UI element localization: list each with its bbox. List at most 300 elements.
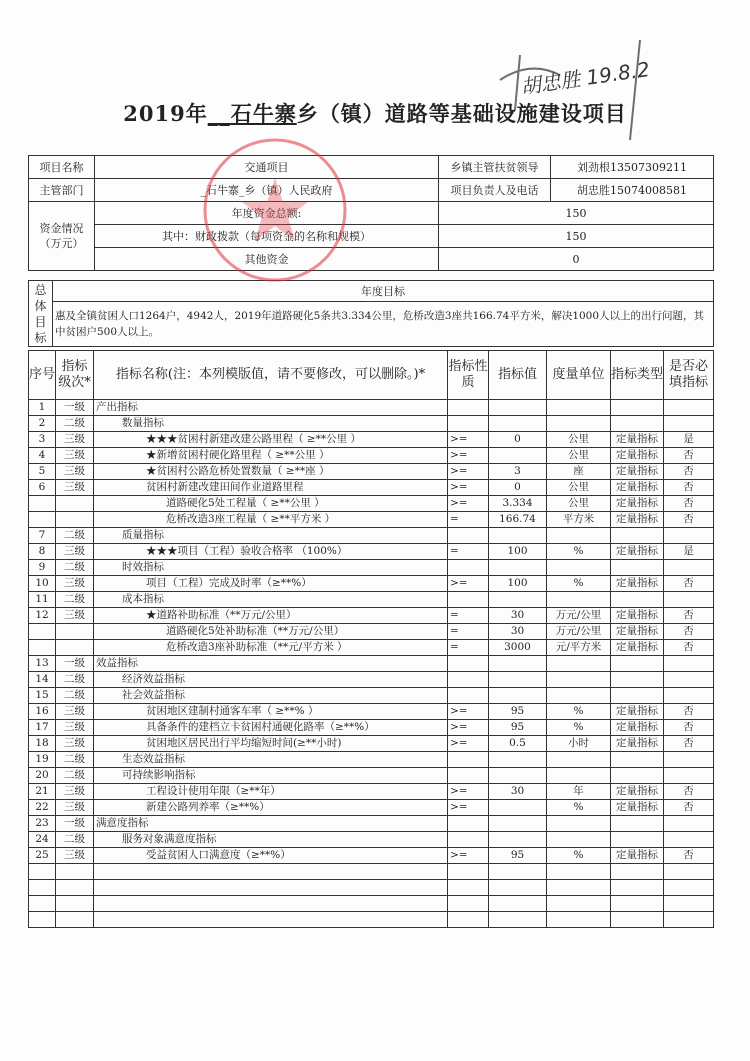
- indicator-value: 0.5: [489, 736, 547, 752]
- indicator-name: 道路硬化5处工程量（ ≥**公里 ）: [94, 496, 448, 512]
- indicator-type: 定量指标: [611, 784, 664, 800]
- indicator-name: 生态效益指标: [94, 752, 448, 768]
- indicator-nature: [448, 864, 489, 880]
- indicator-name: ★★★项目（工程）验收合格率 （100%）: [94, 544, 448, 560]
- unit: [547, 592, 611, 608]
- table-row: [29, 576, 714, 592]
- indicator-name: 时效指标: [94, 560, 448, 576]
- unit: 小时: [547, 736, 611, 752]
- indicator-value: [489, 400, 547, 416]
- indicator-value: [489, 896, 547, 912]
- row-level: 二级: [56, 672, 94, 688]
- row-level: [56, 896, 94, 912]
- unit: 平方米: [547, 512, 611, 528]
- row-number: 25: [29, 848, 56, 864]
- row-number: [29, 640, 56, 656]
- unit: [547, 656, 611, 672]
- row-number: 18: [29, 736, 56, 752]
- indicator-value: 166.74: [489, 512, 547, 528]
- indicator-type: [611, 752, 664, 768]
- required-flag: 是: [664, 432, 714, 448]
- required-flag: [664, 592, 714, 608]
- indicator-type: 定量指标: [611, 544, 664, 560]
- dept-label: 主管部门: [29, 179, 95, 202]
- indicator-value: [489, 656, 547, 672]
- table-row: [29, 448, 714, 464]
- indicator-nature: [448, 768, 489, 784]
- table-row: [29, 560, 714, 576]
- fiscal-value: 150: [439, 225, 714, 248]
- unit: [547, 688, 611, 704]
- unit: [547, 816, 611, 832]
- row-number: 7: [29, 528, 56, 544]
- indicator-name: [94, 880, 448, 896]
- indicator-type: [611, 896, 664, 912]
- table-row: [29, 528, 714, 544]
- indicator-nature: [448, 592, 489, 608]
- indicator-name: 贫困地区居民出行平均缩短时间(≥**小时): [94, 736, 448, 752]
- required-flag: 否: [664, 640, 714, 656]
- indicator-value: [489, 752, 547, 768]
- other-value: 0: [439, 248, 714, 271]
- indicator-type: 定量指标: [611, 800, 664, 816]
- indicator-type: 定量指标: [611, 512, 664, 528]
- indicator-nature: >=: [448, 432, 489, 448]
- row-number: 19: [29, 752, 56, 768]
- table-row: [29, 736, 714, 752]
- row-level: [56, 864, 94, 880]
- indicator-name: 社会效益指标: [94, 688, 448, 704]
- total-label: 年度资金总额:: [95, 202, 439, 225]
- row-level: 三级: [56, 784, 94, 800]
- row-level: 三级: [56, 448, 94, 464]
- required-flag: [664, 656, 714, 672]
- title-year: 2019年: [123, 101, 208, 126]
- indicator-type: [611, 400, 664, 416]
- indicator-nature: >=: [448, 704, 489, 720]
- indicator-nature: >=: [448, 576, 489, 592]
- required-flag: 否: [664, 496, 714, 512]
- goal-header: 年度目标: [53, 281, 714, 302]
- column-header: 指标值: [489, 351, 547, 400]
- indicator-value: 100: [489, 576, 547, 592]
- indicator-type: [611, 528, 664, 544]
- indicator-nature: =: [448, 544, 489, 560]
- unit: [547, 752, 611, 768]
- indicator-value: 3000: [489, 640, 547, 656]
- unit: [547, 400, 611, 416]
- indicator-name: 效益指标: [94, 656, 448, 672]
- dept: _石牛寨_乡（镇）人民政府: [95, 179, 439, 202]
- indicator-type: [611, 672, 664, 688]
- indicator-value: 95: [489, 848, 547, 864]
- indicator-name: 工程设计使用年限（≥**年）: [94, 784, 448, 800]
- indicator-nature: [448, 896, 489, 912]
- indicator-type: [611, 832, 664, 848]
- table-row: [29, 432, 714, 448]
- indicator-type: [611, 560, 664, 576]
- required-flag: 否: [664, 576, 714, 592]
- indicator-type: [611, 592, 664, 608]
- row-number: 8: [29, 544, 56, 560]
- row-level: 三级: [56, 720, 94, 736]
- table-row: [29, 848, 714, 864]
- other-label: 其他资金: [95, 248, 439, 271]
- indicator-value: 3: [489, 464, 547, 480]
- leader: 刘劲根13507309211: [551, 156, 714, 179]
- table-row: [29, 656, 714, 672]
- table-row: [29, 416, 714, 432]
- table-row: [29, 544, 714, 560]
- indicator-type: 定量指标: [611, 464, 664, 480]
- indicator-nature: [448, 880, 489, 896]
- table-row: [29, 832, 714, 848]
- indicator-nature: >=: [448, 496, 489, 512]
- indicator-name: 经济效益指标: [94, 672, 448, 688]
- required-flag: 否: [664, 720, 714, 736]
- row-level: 一级: [56, 656, 94, 672]
- owner-label: 项目负责人及电话: [439, 179, 551, 202]
- indicator-value: 30: [489, 784, 547, 800]
- row-level: 一级: [56, 816, 94, 832]
- indicator-nature: >=: [448, 464, 489, 480]
- table-row: [29, 720, 714, 736]
- indicator-nature: >=: [448, 720, 489, 736]
- indicator-name: ★贫困村公路危桥处置数量（ ≥**座 ）: [94, 464, 448, 480]
- required-flag: 否: [664, 480, 714, 496]
- column-header: 指标级次*: [56, 351, 94, 400]
- indicator-name: 具备条件的建档立卡贫困村通硬化路率（≥**%）: [94, 720, 448, 736]
- indicator-nature: [448, 656, 489, 672]
- indicator-value: [489, 672, 547, 688]
- row-level: [56, 512, 94, 528]
- table-row: [29, 464, 714, 480]
- column-header: 是否必填指标: [664, 351, 714, 400]
- indicator-type: [611, 656, 664, 672]
- unit: [547, 560, 611, 576]
- indicator-type: 定量指标: [611, 448, 664, 464]
- indicator-nature: [448, 672, 489, 688]
- indicator-name: 项目（工程）完成及时率（≥**%）: [94, 576, 448, 592]
- indicator-name: 成本指标: [94, 592, 448, 608]
- row-number: [29, 896, 56, 912]
- goal-side-label: 总体目标: [29, 281, 53, 347]
- fiscal-label: 其中：财政拨款（每项资金的名称和规模）: [95, 225, 439, 248]
- row-level: [56, 880, 94, 896]
- indicator-nature: =: [448, 608, 489, 624]
- indicator-nature: [448, 560, 489, 576]
- required-flag: 否: [664, 848, 714, 864]
- table-row: [29, 640, 714, 656]
- unit: [547, 912, 611, 928]
- row-number: 15: [29, 688, 56, 704]
- table-row: [29, 608, 714, 624]
- required-flag: [664, 672, 714, 688]
- unit: 年: [547, 784, 611, 800]
- unit: 万元/公里: [547, 608, 611, 624]
- indicator-value: 3.334: [489, 496, 547, 512]
- required-flag: [664, 880, 714, 896]
- row-number: 5: [29, 464, 56, 480]
- indicator-name: 贫困地区建制村通客车率（ ≥**% ）: [94, 704, 448, 720]
- table-row: [29, 864, 714, 880]
- row-number: 17: [29, 720, 56, 736]
- indicator-nature: >=: [448, 784, 489, 800]
- unit: [547, 528, 611, 544]
- table-row: [29, 672, 714, 688]
- row-number: [29, 880, 56, 896]
- required-flag: [664, 560, 714, 576]
- row-level: 二级: [56, 752, 94, 768]
- indicator-nature: =: [448, 512, 489, 528]
- indicator-name: [94, 864, 448, 880]
- indicator-type: 定量指标: [611, 736, 664, 752]
- table-row: [29, 880, 714, 896]
- row-level: 二级: [56, 688, 94, 704]
- required-flag: 是: [664, 544, 714, 560]
- indicator-name: 满意度指标: [94, 816, 448, 832]
- table-row: [29, 784, 714, 800]
- leader-label: 乡镇主管扶贫领导: [439, 156, 551, 179]
- required-flag: [664, 688, 714, 704]
- row-number: 9: [29, 560, 56, 576]
- row-number: 22: [29, 800, 56, 816]
- indicator-nature: [448, 528, 489, 544]
- required-flag: [664, 528, 714, 544]
- project-name-label: 项目名称: [29, 156, 95, 179]
- indicator-name: 贫困村新建改建田间作业道路里程: [94, 480, 448, 496]
- indicator-value: 100: [489, 544, 547, 560]
- required-flag: 否: [664, 624, 714, 640]
- indicator-nature: >=: [448, 800, 489, 816]
- required-flag: 否: [664, 464, 714, 480]
- project-name: 交通项目: [95, 156, 439, 179]
- table-row: [29, 592, 714, 608]
- title-town-name: 石牛寨: [230, 101, 297, 126]
- unit: [547, 864, 611, 880]
- row-level: 二级: [56, 832, 94, 848]
- indicator-value: [489, 688, 547, 704]
- indicator-nature: >=: [448, 448, 489, 464]
- indicator-name: 数量指标: [94, 416, 448, 432]
- handwritten-signature-text: 胡忠胜 19.8.2: [519, 57, 652, 99]
- title-blank: __: [207, 101, 231, 126]
- total-value: 150: [439, 202, 714, 225]
- indicator-value: [489, 880, 547, 896]
- indicator-name: 新建公路列养率（≥**%）: [94, 800, 448, 816]
- unit: %: [547, 576, 611, 592]
- required-flag: [664, 816, 714, 832]
- required-flag: [664, 912, 714, 928]
- row-number: 12: [29, 608, 56, 624]
- indicator-nature: =: [448, 640, 489, 656]
- column-header: 序号: [29, 351, 56, 400]
- indicator-type: 定量指标: [611, 480, 664, 496]
- indicator-value: 0: [489, 480, 547, 496]
- indicator-nature: [448, 416, 489, 432]
- indicator-value: 30: [489, 608, 547, 624]
- goal-text: 惠及全镇贫困人口1264户，4942人，2019年道路硬化5条共3.334公里，危桥改造3座共166.74平方米，解决1000人以上的出行问题，其中贫困户500人以上。: [53, 302, 714, 347]
- indicator-name: 危桥改造3座补助标准（**元/平方米 ）: [94, 640, 448, 656]
- unit: 元/平方米: [547, 640, 611, 656]
- unit: %: [547, 800, 611, 816]
- required-flag: 否: [664, 784, 714, 800]
- indicator-value: [489, 768, 547, 784]
- table-row: [29, 512, 714, 528]
- table-row: [29, 768, 714, 784]
- row-number: 14: [29, 672, 56, 688]
- indicator-value: [489, 800, 547, 816]
- required-flag: [664, 768, 714, 784]
- required-flag: 否: [664, 608, 714, 624]
- table-row: [29, 400, 714, 416]
- indicator-name: 道路硬化5处补助标准（**万元/公里）: [94, 624, 448, 640]
- required-flag: [664, 416, 714, 432]
- indicator-type: 定量指标: [611, 576, 664, 592]
- indicator-type: [611, 688, 664, 704]
- unit: %: [547, 720, 611, 736]
- row-level: 二级: [56, 592, 94, 608]
- indicator-value: [489, 592, 547, 608]
- unit: %: [547, 544, 611, 560]
- unit: [547, 768, 611, 784]
- indicator-type: 定量指标: [611, 640, 664, 656]
- row-level: 三级: [56, 736, 94, 752]
- unit: %: [547, 848, 611, 864]
- indicator-type: [611, 768, 664, 784]
- row-level: 三级: [56, 480, 94, 496]
- row-level: 三级: [56, 464, 94, 480]
- row-number: 2: [29, 416, 56, 432]
- row-level: 三级: [56, 608, 94, 624]
- row-number: 3: [29, 432, 56, 448]
- indicator-name: 可持续影响指标: [94, 768, 448, 784]
- indicator-table: [28, 350, 714, 928]
- row-level: 三级: [56, 544, 94, 560]
- indicator-type: 定量指标: [611, 608, 664, 624]
- row-number: 24: [29, 832, 56, 848]
- indicator-nature: >=: [448, 848, 489, 864]
- required-flag: [664, 864, 714, 880]
- owner: 胡忠胜15074008581: [551, 179, 714, 202]
- row-level: 二级: [56, 528, 94, 544]
- row-level: [56, 624, 94, 640]
- project-info-table: [28, 155, 714, 271]
- overall-goal-table: [28, 280, 714, 347]
- row-number: 21: [29, 784, 56, 800]
- indicator-value: [489, 864, 547, 880]
- indicator-type: [611, 880, 664, 896]
- title-town: [208, 101, 297, 126]
- indicator-value: [489, 816, 547, 832]
- indicator-name: ★道路补助标准（**万元/公里）: [94, 608, 448, 624]
- indicator-nature: =: [448, 624, 489, 640]
- indicator-nature: [448, 832, 489, 848]
- row-level: 三级: [56, 704, 94, 720]
- column-header: 度量单位: [547, 351, 611, 400]
- indicator-name: ★★★贫困村新建改建公路里程（ ≥**公里 ）: [94, 432, 448, 448]
- required-flag: 否: [664, 800, 714, 816]
- table-row: [29, 624, 714, 640]
- unit: %: [547, 704, 611, 720]
- row-level: [56, 640, 94, 656]
- indicator-value: 95: [489, 720, 547, 736]
- required-flag: [664, 752, 714, 768]
- indicator-nature: [448, 912, 489, 928]
- indicator-nature: [448, 688, 489, 704]
- unit: [547, 880, 611, 896]
- column-header: 指标名称(注：本列模版值，请不要修改，可以删除。)*: [94, 351, 448, 400]
- row-level: 三级: [56, 432, 94, 448]
- table-row: [29, 704, 714, 720]
- unit: 公里: [547, 432, 611, 448]
- indicator-type: 定量指标: [611, 624, 664, 640]
- row-number: 13: [29, 656, 56, 672]
- indicator-type: [611, 816, 664, 832]
- table-row: [29, 912, 714, 928]
- indicator-name: [94, 896, 448, 912]
- indicator-type: 定量指标: [611, 704, 664, 720]
- indicator-value: [489, 832, 547, 848]
- table-row: [29, 480, 714, 496]
- required-flag: 否: [664, 736, 714, 752]
- indicator-nature: [448, 400, 489, 416]
- indicator-name: ★新增贫困村硬化路里程（ ≥**公里 ）: [94, 448, 448, 464]
- table-row: [29, 816, 714, 832]
- row-number: 16: [29, 704, 56, 720]
- unit: 公里: [547, 480, 611, 496]
- table-row: [29, 688, 714, 704]
- row-level: 二级: [56, 560, 94, 576]
- indicator-type: 定量指标: [611, 848, 664, 864]
- unit: 公里: [547, 496, 611, 512]
- indicator-type: 定量指标: [611, 432, 664, 448]
- unit: 座: [547, 464, 611, 480]
- column-header: 指标性质: [448, 351, 489, 400]
- indicator-type: 定量指标: [611, 496, 664, 512]
- required-flag: [664, 400, 714, 416]
- indicator-nature: [448, 752, 489, 768]
- indicator-name: 产出指标: [94, 400, 448, 416]
- indicator-type: 定量指标: [611, 720, 664, 736]
- indicator-nature: [448, 816, 489, 832]
- unit: 公里: [547, 448, 611, 464]
- row-level: 一级: [56, 400, 94, 416]
- row-number: 4: [29, 448, 56, 464]
- indicator-value: [489, 528, 547, 544]
- row-number: [29, 912, 56, 928]
- indicator-value: 30: [489, 624, 547, 640]
- indicator-name: [94, 912, 448, 928]
- unit: 万元/公里: [547, 624, 611, 640]
- indicator-value: 95: [489, 704, 547, 720]
- unit: [547, 416, 611, 432]
- table-row: [29, 800, 714, 816]
- indicator-value: [489, 448, 547, 464]
- row-level: [56, 496, 94, 512]
- row-number: 11: [29, 592, 56, 608]
- indicator-name: 质量指标: [94, 528, 448, 544]
- title-rest: 乡（镇）道路等基础设施建设项目: [296, 101, 627, 126]
- table-row: [29, 752, 714, 768]
- indicator-type: [611, 864, 664, 880]
- indicator-value: [489, 416, 547, 432]
- row-number: 6: [29, 480, 56, 496]
- required-flag: [664, 896, 714, 912]
- row-level: [56, 912, 94, 928]
- row-number: 10: [29, 576, 56, 592]
- unit: [547, 832, 611, 848]
